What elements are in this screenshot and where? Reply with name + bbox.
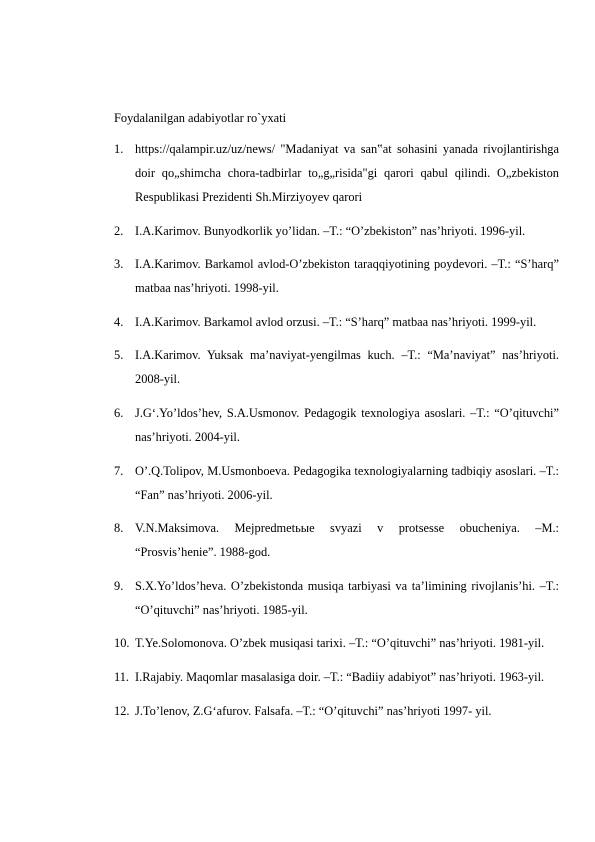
reference-list: [114, 137, 559, 732]
reference-item: [114, 310, 559, 334]
reference-number: 11.: [114, 669, 130, 684]
reference-text: S.X.Yo’ldos’heva. O’zbekistonda musiqa tarbiyasi va ta’limining rivojlanis’hi. –T.: “O’qituvchi” nas’hriyoti. 1985-yil.: [135, 578, 559, 617]
reference-item: [114, 665, 559, 689]
reference-item: [114, 516, 559, 564]
reference-item: [114, 574, 559, 622]
reference-number: 8.: [114, 521, 124, 536]
reference-text: J.To’lenov, Z.G‘afurov. Falsafa. –T.: “O’qituvchi” nas’hriyoti 1997- yil.: [135, 703, 492, 718]
reference-item: [114, 252, 559, 300]
reference-item: [114, 401, 559, 449]
reference-item: [114, 459, 559, 507]
reference-text: O’.Q.Tolipov, M.Usmonboeva. Pedagogika texnologiyalarning tadbiqiy asoslari. –T.: “Fan” nas’hriyoti. 2006-yil.: [135, 463, 559, 502]
reference-text: J.G‘.Yo’ldos’hev, S.A.Usmonov. Pedagogik texnologiya asoslari. –T.: “O’qituvchi” nas’hriyoti. 2004-yil.: [135, 405, 559, 444]
reference-item: [114, 219, 559, 243]
reference-number: 9.: [114, 578, 124, 593]
reference-item: [114, 343, 559, 391]
reference-number: 1.: [114, 142, 124, 156]
reference-text: I.Rajabiy. Maqomlar masalasiga doir. –T.: “Badiiy adabiyot” nas’hriyoti. 1963-yil.: [135, 669, 545, 684]
reference-item: [114, 631, 559, 655]
reference-number: 2.: [114, 223, 124, 238]
reference-text: I.A.Karimov. Barkamol avlod orzusi. –T.: “S’harq” matbaa nas’hriyoti. 1999-yil.: [135, 314, 537, 329]
reference-text: T.Ye.Solomonova. O’zbek musiqasi tarixi. –T.: “O’qituvchi” nas’hriyoti. 1981-yil.: [135, 636, 545, 651]
reference-text: https://qalampir.uz/uz/news/ "Madaniyat va san‟at sohasini yanada rivojlantirishga doir qo„shimcha chora-tadbirlar to„g„risida"gi qarori qabul qilindi. O„zbekiston Respublikasi Prezidenti Sh.Mirziyoyev qarori: [135, 142, 559, 204]
reference-number: 5.: [114, 348, 124, 363]
page-heading: Foydalanilgan adabiyotlar ro`yxati: [114, 111, 287, 125]
reference-item: [114, 699, 559, 723]
reference-number: 7.: [114, 463, 124, 478]
reference-text: I.A.Karimov. Yuksak ma’naviyat-yengilmas kuch. –T.: “Ma’naviyat” nas’hriyoti. 2008-yil.: [135, 348, 559, 387]
reference-item: [114, 137, 559, 209]
reference-text: I.A.Karimov. Barkamol avlod-O’zbekiston taraqqiyotining poydevori. –T.: “S’harq” matbaa nas’hriyoti. 1998-yil.: [135, 257, 559, 296]
reference-number: 6.: [114, 405, 124, 420]
reference-number: 3.: [114, 257, 124, 272]
reference-number: 10.: [114, 636, 130, 651]
reference-number: 12.: [114, 703, 130, 718]
reference-text: I.A.Karimov. Bunyodkorlik yo’lidan. –T.: “O’zbekiston” nas’hriyoti. 1996-yil.: [135, 223, 526, 238]
reference-number: 4.: [114, 314, 124, 329]
reference-text: V.N.Maksimova. Mejpredmetьыe svyazi v protsesse obucheniya. –M.: “Prosvis’henie”. 1988-god.: [135, 521, 559, 560]
